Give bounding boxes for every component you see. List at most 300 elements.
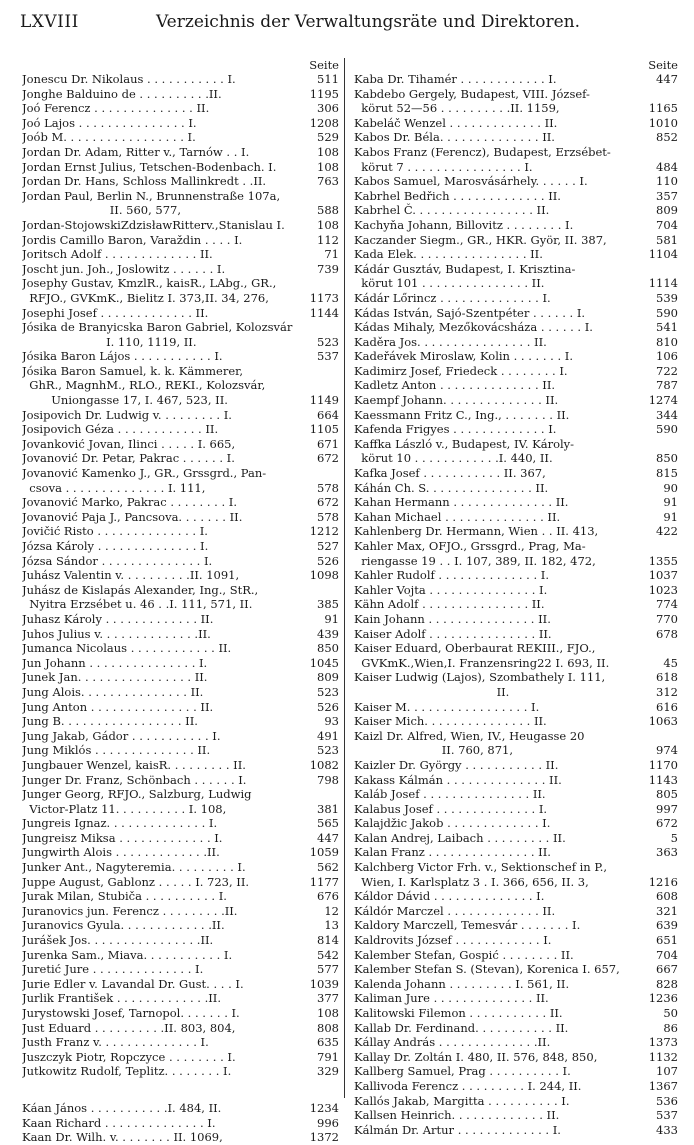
entry-name: körut 52—56 . . . . . . . . . .II. 1159,	[354, 101, 560, 116]
entry-page: 108	[317, 159, 339, 174]
entry-name: Kaczander Siegm., GR., HKR. Györ, II. 387,	[354, 232, 607, 247]
entry-name: Juszczyk Piotr, Ropczyce . . . . . . . . I.	[22, 1049, 236, 1064]
entry-page: 539	[656, 290, 678, 305]
index-entry	[22, 408, 339, 423]
index-entry	[22, 495, 339, 510]
index-entry	[22, 160, 339, 175]
index-entry	[354, 1108, 678, 1123]
index-entry	[354, 218, 678, 233]
page-header	[20, 12, 676, 38]
index-entry	[22, 101, 339, 116]
entry-name: Juhasz Károly . . . . . . . . . . . . . II.	[22, 611, 214, 626]
entry-page: 1177	[309, 874, 339, 889]
entry-name: Kalember Stefan S. (Stevan), Korenica I. 657,	[354, 962, 620, 977]
entry-page: 814	[317, 933, 339, 948]
entry-page: 491	[317, 728, 339, 743]
entry-page: 1045	[309, 655, 339, 670]
entry-page: 850	[317, 641, 339, 656]
index-entry	[22, 889, 339, 904]
entry-name: II. 760, 871,	[354, 743, 513, 758]
entry-page: 13	[324, 918, 339, 933]
entry-page: 1372	[309, 1130, 339, 1145]
entry-page: 1063	[648, 714, 678, 729]
entry-name: Jordis Camillo Baron, Varaždin . . . . I.	[22, 232, 243, 247]
entry-page: 447	[656, 72, 678, 86]
entry-page	[640, 87, 678, 102]
entry-page: 810	[656, 334, 678, 349]
entry-list	[22, 72, 339, 1079]
entry-page: 664	[317, 407, 339, 422]
entry-page: 704	[656, 947, 678, 962]
entry-name: Kabos Franz (Ferencz), Budapest, Erzsébet-	[354, 144, 611, 159]
entry-page: 108	[317, 1006, 339, 1020]
entry-page: 110	[656, 174, 678, 189]
index-entry	[354, 962, 678, 977]
entry-name: Kadeřávek Miroslaw, Kolin . . . . . . . I.	[354, 349, 573, 364]
entry-page: 997	[656, 801, 678, 816]
entry-name: Josipovich Géza . . . . . . . . . . . . II.	[22, 422, 219, 437]
entry-name: Jung Alois. . . . . . . . . . . . . . . II.	[22, 684, 204, 699]
entry-page: 363	[656, 845, 678, 860]
index-entry	[354, 349, 678, 364]
entry-page: 578	[317, 509, 339, 524]
entry-page: 618	[656, 670, 678, 685]
index-entry	[354, 524, 678, 539]
entry-name: Jung Jakab, Gádor . . . . . . . . . . . I.	[22, 728, 221, 743]
entry-name: II. 560, 577,	[22, 203, 181, 218]
entry-name: GhR., MagnhM., RLO., REKI., Kolozsvár,	[22, 378, 266, 393]
entry-page: 90	[663, 480, 678, 495]
entry-page: 1173	[309, 290, 339, 305]
index-entry	[354, 685, 678, 700]
entry-page: 1082	[309, 757, 339, 772]
entry-name: Jumanca Nicolaus . . . . . . . . . . . . II.	[22, 641, 232, 656]
index-entry	[22, 1021, 339, 1036]
entry-name: Kallós Jakab, Margitta . . . . . . . . . . I.	[354, 1093, 570, 1108]
entry-page	[640, 262, 678, 277]
index-entry	[22, 1101, 339, 1116]
entry-page: 536	[656, 1093, 678, 1108]
index-entry	[354, 466, 678, 481]
entry-page: 91	[663, 509, 678, 524]
index-entry	[22, 320, 339, 335]
index-entry	[354, 802, 678, 817]
entry-name: Junek Jan. . . . . . . . . . . . . . . . II.	[22, 670, 208, 685]
index-entry	[354, 72, 678, 87]
index-entry	[354, 335, 678, 350]
index-entry	[354, 262, 678, 277]
index-entry	[354, 656, 678, 671]
index-entry	[22, 816, 339, 831]
index-entry	[22, 670, 339, 685]
index-entry	[354, 160, 678, 175]
index-entry	[22, 422, 339, 437]
entry-name: Jutkowitz Rudolf, Teplitz. . . . . . . . I.	[22, 1064, 232, 1079]
entry-page: 107	[656, 1064, 678, 1079]
entry-page: 739	[317, 261, 339, 276]
entry-name: Kallsen Heinrich. . . . . . . . . . . . . II.	[354, 1108, 560, 1123]
entry-page: 805	[656, 787, 678, 802]
entry-page: 1149	[309, 393, 339, 408]
index-entry	[22, 802, 339, 817]
right-column	[354, 58, 678, 1137]
entry-name: Káhán Ch. S. . . . . . . . . . . . . . . II.	[354, 480, 549, 495]
entry-name: Jordan Paul, Berlin N., Brunnenstraße 107a,	[22, 188, 281, 203]
index-entry	[354, 422, 678, 437]
entry-page: 523	[317, 684, 339, 699]
index-entry	[22, 773, 339, 788]
entry-name: Kaiser M. . . . . . . . . . . . . . . . . I.	[354, 699, 540, 714]
entry-page: 1212	[309, 524, 339, 539]
index-entry	[22, 875, 339, 890]
entry-page: 526	[317, 553, 339, 568]
entry-page: 635	[317, 1035, 339, 1050]
entry-page: 671	[317, 436, 339, 451]
entry-name: Kalenda Johann . . . . . . . . . I. 561, II.	[354, 976, 570, 991]
entry-page: 344	[656, 407, 678, 422]
entry-page: 1208	[309, 115, 339, 130]
entry-name: Kádár Gusztáv, Budapest, I. Krisztina-	[354, 261, 576, 276]
entry-name: csova . . . . . . . . . . . . . . I. 111,	[22, 480, 206, 495]
left-column	[22, 58, 339, 1145]
entry-page: 542	[317, 947, 339, 962]
index-entry	[22, 860, 339, 875]
index-entry	[354, 889, 678, 904]
entry-name: Kabeláč Wenzel . . . . . . . . . . . . . II.	[354, 115, 558, 130]
entry-page: 439	[317, 626, 339, 641]
entry-name: Jung Miklós . . . . . . . . . . . . . . II.	[22, 743, 211, 758]
index-entry	[354, 320, 678, 335]
index-entry	[354, 568, 678, 583]
entry-name: Kaděra Jos. . . . . . . . . . . . . . . . II.	[354, 334, 547, 349]
index-entry	[22, 1006, 339, 1021]
index-entry	[354, 948, 678, 963]
index-entry	[22, 991, 339, 1006]
entry-page: 667	[656, 962, 678, 977]
entry-name: Kaan Dr. Wilh. v. . . . . . . . II. 1069,	[22, 1130, 223, 1145]
entry-page: 798	[317, 772, 339, 787]
index-entry	[22, 904, 339, 919]
entry-name: Jovanović Marko, Pakrac . . . . . . . . I.	[22, 495, 238, 510]
entry-name: Kabdebo Gergely, Budapest, VIII. József-	[354, 86, 590, 101]
entry-name: Jurlik František . . . . . . . . . . . . .II.	[22, 991, 221, 1006]
entry-name: I. 110, 1119, II.	[22, 334, 197, 349]
entry-page: 1023	[648, 582, 678, 597]
entry-page: 815	[656, 466, 678, 481]
entry-name: Juhos Julius v. . . . . . . . . . . . . .II.	[22, 626, 211, 641]
index-entry	[354, 451, 678, 466]
entry-name: Joó Ferencz . . . . . . . . . . . . . . II.	[22, 101, 210, 116]
entry-name: Kabos Samuel, Marosvásárhely. . . . . . I.	[354, 174, 588, 189]
index-entry	[354, 233, 678, 248]
entry-page: 1059	[309, 845, 339, 860]
entry-name: Kaiser Mich. . . . . . . . . . . . . . . II.	[354, 714, 547, 729]
index-entry	[22, 714, 339, 729]
entry-page	[640, 437, 678, 452]
index-entry	[22, 262, 339, 277]
index-entry	[354, 773, 678, 788]
entry-page: 447	[317, 830, 339, 845]
entry-name: Kafka Josef . . . . . . . . . . . II. 367,	[354, 466, 546, 481]
entry-page: 537	[317, 349, 339, 364]
index-entry	[354, 437, 678, 452]
entry-page: 1216	[648, 874, 678, 889]
index-entry	[354, 174, 678, 189]
entry-page	[640, 641, 678, 656]
entry-name: Joritsch Adolf . . . . . . . . . . . . . II.	[22, 247, 213, 262]
index-entry	[354, 539, 678, 554]
page-title: Verzeichnis der Verwaltungsräte und Direktoren.	[155, 12, 581, 32]
entry-name: Kahler Rudolf . . . . . . . . . . . . . . I.	[354, 568, 549, 583]
entry-name: Kallay Dr. Zoltán I. 480, II. 576, 848, 850,	[354, 1049, 598, 1064]
index-entry	[354, 116, 678, 131]
index-entry	[22, 918, 339, 933]
index-entry	[22, 597, 339, 612]
entry-page: 1098	[309, 568, 339, 583]
entry-name: Wien, I. Karlsplatz 3 . I. 366, 656, II. 3,	[354, 874, 589, 889]
index-entry	[354, 554, 678, 569]
entry-name: Nyitra Erzsébet u. 46 . .I. 111, 571, II.	[22, 597, 253, 612]
entry-name: Kaiser Ludwig (Lajos), Szombathely I. 111,	[354, 670, 606, 685]
entry-name: Junger Georg, RFJO., Salzburg, Ludwig	[22, 787, 252, 802]
entry-name: Jurie Edler v. Lavandal Dr. Gust. . . . I.	[22, 976, 244, 991]
index-entry	[22, 189, 339, 204]
entry-page: 809	[656, 203, 678, 218]
index-entry	[22, 378, 339, 393]
entry-name: Joscht jun. Joh., Joslowitz . . . . . . I.	[22, 261, 226, 276]
entry-page: 577	[317, 962, 339, 977]
entry-name: körut 10 . . . . . . . . . . . .I. 440, II.	[354, 451, 553, 466]
entry-name: Kahan Hermann . . . . . . . . . . . . . . II.	[354, 495, 569, 510]
index-entry	[354, 758, 678, 773]
index-entry	[22, 145, 339, 160]
index-entry	[22, 1130, 339, 1145]
entry-page: 722	[656, 363, 678, 378]
index-entry	[22, 218, 339, 233]
entry-name: Kállay András . . . . . . . . . . . . . .II.	[354, 1035, 551, 1050]
entry-page: 996	[317, 1115, 339, 1130]
index-entry	[22, 1064, 339, 1079]
entry-page: 106	[656, 349, 678, 364]
seite-label: Seite	[648, 58, 678, 72]
entry-page: 541	[656, 320, 678, 335]
index-entry	[22, 306, 339, 321]
index-entry	[354, 641, 678, 656]
entry-page: 672	[317, 495, 339, 510]
entry-page: 108	[317, 217, 339, 232]
index-entry	[22, 641, 339, 656]
index-entry	[22, 1050, 339, 1065]
entry-name: Kallivoda Ferencz . . . . . . . . . I. 244, II.	[354, 1078, 582, 1093]
entry-page: 1132	[648, 1049, 678, 1064]
entry-name: Kakass Kálmán . . . . . . . . . . . . . . II.	[354, 772, 562, 787]
entry-page	[640, 860, 678, 875]
entry-name: Kádár Lőrincz . . . . . . . . . . . . . . I.	[354, 290, 551, 305]
entry-name: Justh Franz v. . . . . . . . . . . . . . I.	[22, 1035, 209, 1050]
entry-name: Kaldory Marczell, Temesvár . . . . . . . I.	[354, 918, 581, 933]
entry-name: Jordan Ernst Julius, Tetschen-Bodenbach. I.	[22, 159, 277, 174]
entry-name: Jovanović Paja J., Pancsova. . . . . . . II.	[22, 509, 243, 524]
entry-name: Jordan Dr. Adam, Ritter v., Tarnów . . I.	[22, 144, 250, 159]
index-entry	[354, 276, 678, 291]
index-entry	[22, 627, 339, 642]
index-entry	[22, 962, 339, 977]
entry-name: Kaessmann Fritz C., Ing., . . . . . . . II.	[354, 407, 570, 422]
entry-name: Jonghe Balduino de . . . . . . . . . .II.	[22, 86, 222, 101]
index-entry	[22, 539, 339, 554]
index-entry	[354, 904, 678, 919]
entry-page: 787	[656, 378, 678, 393]
entry-page: 377	[317, 991, 339, 1006]
index-entry	[354, 597, 678, 612]
index-entry	[354, 627, 678, 642]
entry-page: 5	[670, 830, 678, 845]
entry-name: Kaan Richard . . . . . . . . . . . . . . I.	[22, 1115, 216, 1130]
entry-page	[301, 787, 339, 802]
entry-name: Józsa Sándor . . . . . . . . . . . . . . I.	[22, 553, 213, 568]
entry-name: Juranovics jun. Ferencz . . . . . . . . .II.	[22, 903, 238, 918]
entry-page: 678	[656, 626, 678, 641]
entry-page: 774	[656, 597, 678, 612]
entry-page: 312	[656, 684, 678, 699]
entry-name: Jurenka Sam., Miava. . . . . . . . . . . I.	[22, 947, 233, 962]
entry-name: Kafenda Frigyes . . . . . . . . . . . . . I.	[354, 422, 557, 437]
entry-name: Jósika de Branyicska Baron Gabriel, Kolozsvár	[22, 320, 293, 335]
entry-name: Kalan Franz . . . . . . . . . . . . . . . II.	[354, 845, 551, 860]
entry-page: 537	[656, 1108, 678, 1123]
entry-page: 1236	[648, 991, 678, 1006]
entry-page: 608	[656, 889, 678, 904]
index-entry	[354, 291, 678, 306]
entry-name: Kaffka László v., Budapest, IV. Károly-	[354, 436, 575, 451]
entry-name: II.	[354, 684, 510, 699]
entry-name: Jung Anton . . . . . . . . . . . . . . . II.	[22, 699, 214, 714]
entry-name: Kalan Andrej, Laibach . . . . . . . . . II.	[354, 830, 566, 845]
entry-page: 1104	[648, 247, 678, 262]
entry-page	[301, 320, 339, 335]
entry-page: 71	[324, 247, 339, 262]
index-entry	[22, 845, 339, 860]
index-entry	[354, 87, 678, 102]
entry-name: Kaliman Jure . . . . . . . . . . . . . . II.	[354, 991, 549, 1006]
index-entry	[22, 977, 339, 992]
entry-page: 45	[663, 655, 678, 670]
index-entry	[22, 291, 339, 306]
entry-page: 562	[317, 860, 339, 875]
index-entry	[22, 276, 339, 291]
entry-name: Juhász Valentin v. . . . . . . . . .II. 1091,	[22, 568, 240, 583]
index-entry	[22, 437, 339, 452]
entry-page: 1170	[648, 757, 678, 772]
entry-page: 385	[317, 597, 339, 612]
index-entry	[354, 1079, 678, 1094]
entry-name: Jovičić Risto . . . . . . . . . . . . . . I.	[22, 524, 208, 539]
entry-name: Jurystowski Josef, Tarnopol. . . . . . . I.	[22, 1006, 240, 1020]
index-entry	[354, 845, 678, 860]
entry-page: 1105	[309, 422, 339, 437]
index-entry	[22, 116, 339, 131]
entry-name: Kadimirz Josef, Friedeck . . . . . . . . I.	[354, 363, 568, 378]
index-entry	[22, 72, 339, 87]
entry-page: 484	[656, 159, 678, 174]
entry-page: 527	[317, 539, 339, 553]
index-entry	[354, 306, 678, 321]
entry-name: Kádas Mihaly, Mezőkovácsháza . . . . . . I.	[354, 320, 593, 335]
entry-name: Juppe August, Gablonz . . . . . I. 723, II.	[22, 874, 250, 889]
entry-name: Kaiser Eduard, Oberbaurat REKIII., FJO.,	[354, 641, 596, 656]
entry-name: Joób M. . . . . . . . . . . . . . . . . I.	[22, 130, 196, 145]
entry-name: Káldor Dávid . . . . . . . . . . . . . . I.	[354, 889, 545, 904]
entry-page: 828	[656, 976, 678, 991]
index-entry	[354, 816, 678, 831]
entry-name: Jungreisz Miksa . . . . . . . . . . . . . I.	[22, 830, 223, 845]
entry-page	[640, 729, 678, 744]
entry-name: Kaizl Dr. Alfred, Wien, IV., Heugasse 20	[354, 728, 585, 743]
entry-page: 1010	[648, 115, 678, 130]
index-entry	[354, 860, 678, 875]
index-entry	[354, 612, 678, 627]
index-entry	[354, 787, 678, 802]
index-entry	[22, 203, 339, 218]
index-entry	[22, 743, 339, 758]
entry-page: 422	[656, 524, 678, 539]
entry-page: 1037	[648, 568, 678, 583]
index-entry	[22, 335, 339, 350]
entry-page: 639	[656, 918, 678, 933]
entry-page: 523	[317, 334, 339, 349]
column-divider	[344, 58, 345, 1098]
index-entry	[354, 1064, 678, 1079]
index-entry	[354, 1006, 678, 1021]
entry-page: 381	[317, 801, 339, 816]
entry-name: Juretić Jure . . . . . . . . . . . . . . I.	[22, 962, 204, 977]
entry-name: Kaldrovits József . . . . . . . . . . . . I.	[354, 933, 552, 948]
index-entry	[22, 481, 339, 496]
index-entry	[22, 524, 339, 539]
entry-name: Kahler Max, OFJO., Grssgrd., Prag, Ma-	[354, 539, 586, 553]
entry-name: Kaláb Josef . . . . . . . . . . . . . . . II.	[354, 787, 546, 802]
index-entry	[354, 831, 678, 846]
index-entry	[354, 101, 678, 116]
entry-name: Jósika Baron Samuel, k. k. Kämmerer,	[22, 363, 244, 378]
entry-page: 763	[317, 174, 339, 189]
entry-page: 770	[656, 611, 678, 626]
entry-page: 1373	[648, 1035, 678, 1050]
index-entry	[22, 554, 339, 569]
entry-page	[301, 378, 339, 393]
index-entry	[354, 743, 678, 758]
entry-page: 616	[656, 699, 678, 714]
index-entry	[22, 612, 339, 627]
index-entry	[22, 87, 339, 102]
entry-page: 651	[656, 933, 678, 948]
index-entry	[354, 875, 678, 890]
entry-name: Kálmán Dr. Artur . . . . . . . . . . . . . I.	[354, 1122, 561, 1137]
index-entry	[22, 933, 339, 948]
index-entry	[22, 700, 339, 715]
index-entry	[354, 583, 678, 598]
entry-page: 1355	[648, 553, 678, 568]
entry-page: 433	[656, 1122, 678, 1137]
index-entry	[22, 729, 339, 744]
entry-page	[640, 145, 678, 160]
index-entry	[22, 831, 339, 846]
index-entry	[22, 685, 339, 700]
index-entry	[354, 247, 678, 262]
index-entry	[354, 189, 678, 204]
entry-page: 108	[317, 144, 339, 159]
entry-name: Jurášek Jos. . . . . . . . . . . . . . . .II.	[22, 933, 214, 948]
